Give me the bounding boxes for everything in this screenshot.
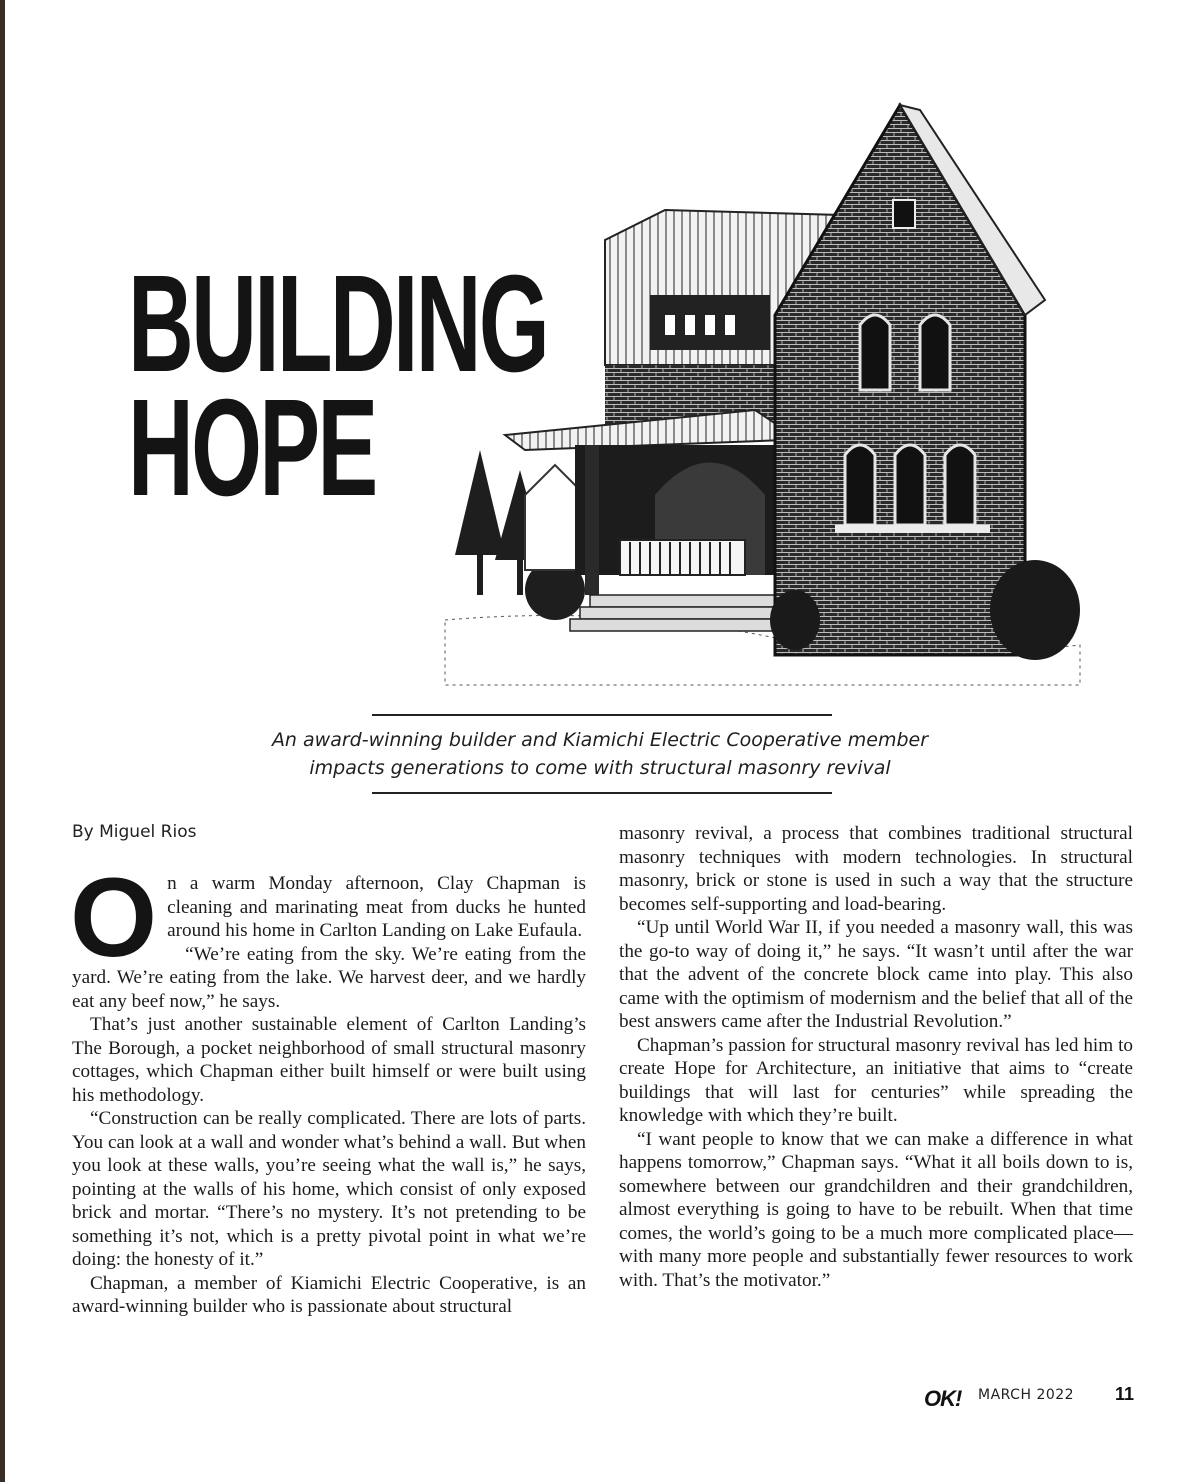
paragraph: “We’re eating from the sky. We’re eating from the yard. We’re eating from the lake. We harvest deer, and we hardly eat any beef now,” he says. (72, 943, 586, 1012)
drop-cap: O (70, 855, 158, 980)
paragraph-text: n a warm Monday afternoon, Clay Chapman is cleaning and marinating meat from ducks he hunted around his home in Carlton Landing on Lake Eufaula. (167, 873, 586, 941)
deck-line-2: impacts generations to come with structural masonry revival (309, 757, 891, 779)
deck-line-1: An award-winning builder and Kiamichi Electric Cooperative member (271, 729, 929, 751)
house-illustration (425, 100, 1095, 700)
paragraph: “I want people to know that we can make a difference in what happens tomorrow,” Chapman says. “What it all boils down to is, somewhere between our grandchildren and their grandchildren, almost everything is going to have to be rebuilt. When that time comes, the world’s going to be a much more complicated place—with many more people and substantially fewer resources to work with. That’s the motivator.” (619, 1128, 1133, 1291)
paragraph: Chapman, a member of Kiamichi Electric Cooperative, is an award-winning builder who is passionate about structural (72, 1272, 586, 1317)
body-column-left (70, 855, 586, 1319)
paragraph: “Construction can be really complicated. There are lots of parts. You can look at a wall and wonder what’s behind a wall. But when you look at these walls, you’re seeing what the wall is,” he says, pointing at the walls of his home, which consist of only exposed brick and mortar. “There’s no mystery. It’s not pretending to be something it’s not, which is a pretty pivotal point in what we’re doing: the honesty of it.” (72, 1108, 586, 1270)
article-deck (200, 726, 1000, 782)
issue-date: MARCH 2022 (978, 1387, 1075, 1403)
deck-rule-bottom (372, 792, 832, 794)
page-spine (0, 0, 5, 1482)
paragraph: “Up until World War II, if you needed a masonry wall, this was the go-to way of doing it,” he says. “It wasn’t until after the war that the advent of the concrete block came into play. This also came with the optimism of modernism and the belief that all of the best answers came after the Industrial Revolution.” (619, 917, 1133, 1032)
paragraph: That’s just another sustainable element of Carlton Landing’s The Borough, a pocket neighborhood of small structural masonry cottages, which Chapman either built himself or were built using his methodology. (72, 1014, 586, 1106)
title-line-2: HOPE (128, 371, 376, 525)
page-number: 11 (1115, 1384, 1135, 1404)
title-line-1: BUILDING (128, 247, 548, 401)
magazine-logo: OK! (924, 1386, 962, 1411)
paragraph: masonry revival, a process that combines traditional structural masonry techniques with modern technologies. In structural masonry, brick or stone is used in such a way that the structure becomes self-supporting and load-bearing. (619, 823, 1133, 915)
body-column-right (619, 822, 1133, 1292)
paragraph: Chapman’s passion for structural masonry revival has led him to create Hope for Architecture, an initiative that aims to “create buildings that will last for centuries” while spreading the knowledge with which they’re built. (619, 1034, 1133, 1126)
deck-rule-top (372, 714, 832, 716)
byline: By Miguel Rios (72, 822, 197, 842)
